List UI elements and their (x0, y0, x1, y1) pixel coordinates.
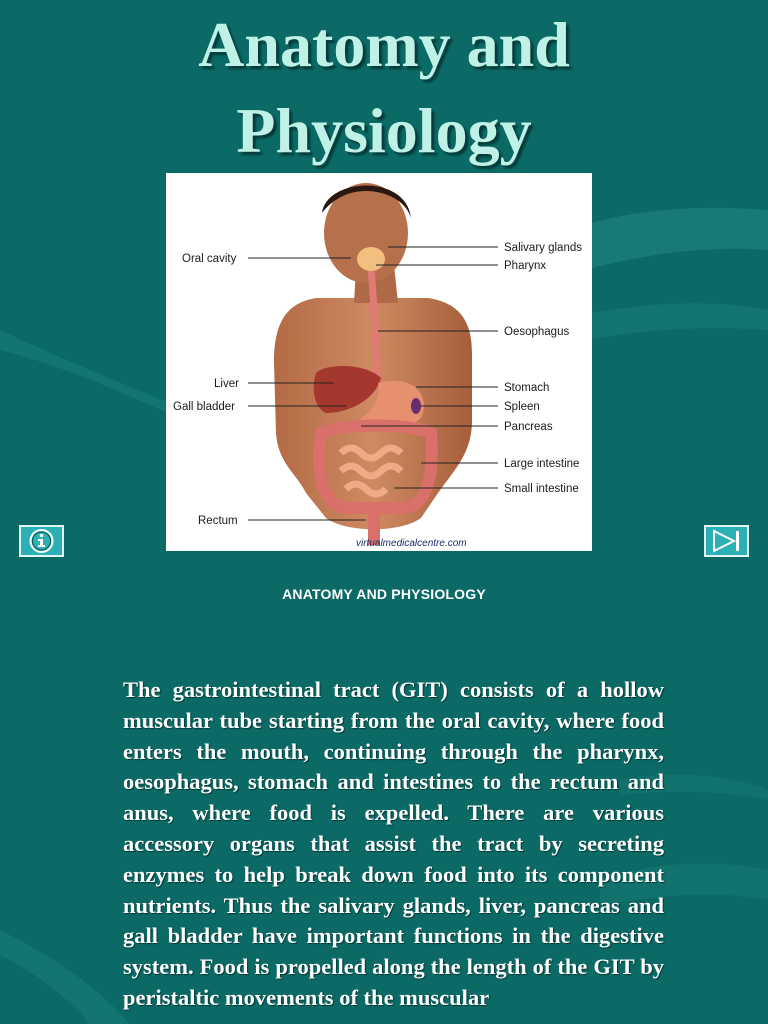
slide-title (0, 2, 768, 174)
label-gall-bladder: Gall bladder (173, 401, 236, 413)
salivary-gland-shape (357, 247, 385, 271)
title-line-1: Anatomy and (198, 9, 570, 80)
label-rectum: Rectum (198, 515, 238, 527)
spleen-shape (411, 398, 421, 414)
info-button[interactable] (19, 525, 64, 557)
label-oesophagus: Oesophagus (504, 326, 570, 338)
label-oral-cavity: Oral cavity (182, 253, 237, 265)
label-liver: Liver (214, 378, 239, 390)
label-small-intestine: Small intestine (504, 483, 579, 495)
label-pharynx: Pharynx (504, 260, 547, 272)
skip-next-icon (706, 527, 747, 555)
slide-caption: ANATOMY AND PHYSIOLOGY (282, 586, 486, 602)
info-icon (21, 527, 62, 555)
label-stomach: Stomach (504, 382, 550, 394)
label-pancreas: Pancreas (504, 421, 553, 433)
title-line-2: Physiology (236, 95, 532, 166)
label-spleen: Spleen (504, 401, 540, 413)
label-large-intestine: Large intestine (504, 458, 580, 470)
slide-body-text: The gastrointestinal tract (GIT) consists of a hollow muscular tube starting from the oral cavity, where food enters the mouth, continuing through the pharynx, oesophagus, stomach and intestines to the rectum and anus, where food is expelled. There are various accessory organs that assist the tract by secreting enzymes to help break down food into its component nutrients. Thus the salivary glands, liver, pancreas and gall bladder have important functions in the digestive system. Food is propelled along the length of the GIT by peristaltic movements of the muscular (123, 677, 664, 1010)
image-credit: virtualmedicalcentre.com (356, 538, 467, 549)
label-salivary-glands: Salivary glands (504, 242, 582, 254)
anatomy-illustration (166, 173, 592, 551)
next-slide-button[interactable] (704, 525, 749, 557)
digestive-system-diagram (166, 173, 592, 551)
